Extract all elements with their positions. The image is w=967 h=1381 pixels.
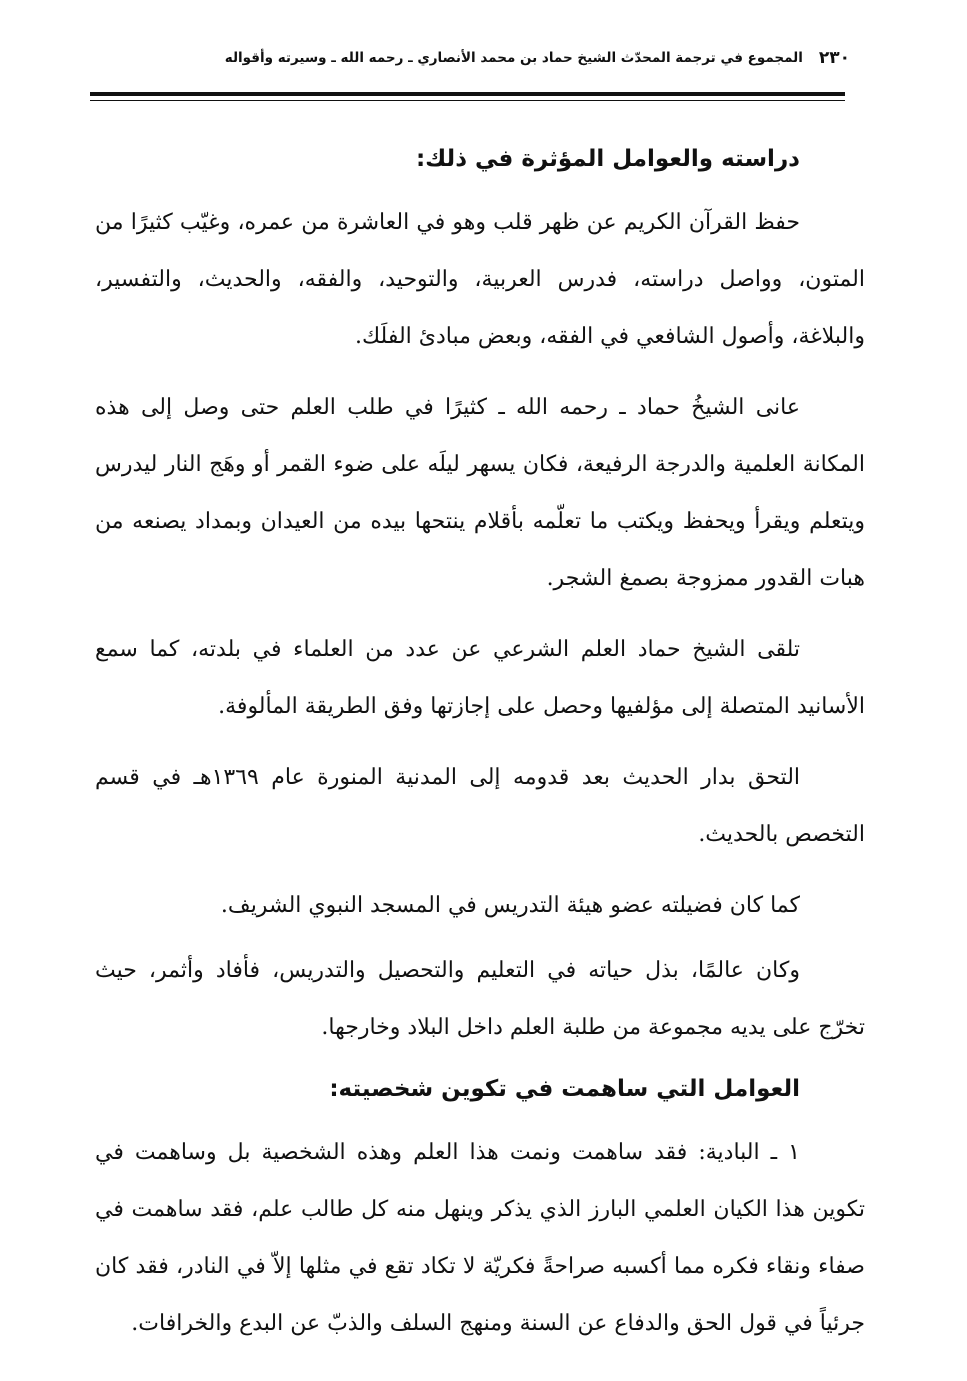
paragraph-quran-memorization: حفظ القرآن الكريم عن ظهر قلب وهو في العاشرة من عمره، وغيّب كثيرًا من المتون، وواصل دراسته، فدرس العربية، والتوحيد، والفقه، والحديث، والتفسير، والبلاغة، وأصول الشافعي في الفقه، وبعض مبادئ الفلَك. bbox=[95, 210, 865, 349]
running-header bbox=[175, 40, 850, 76]
running-header-title: المجموع في ترجمة المحدّث الشيخ حماد بن محمد الأنصاري ـ رحمه الله ـ وسيرته وأقواله bbox=[224, 50, 803, 66]
paragraph-scholar-teaching: وكان عالمًا، بذل حياته في التعليم والتحصيل والتدريس، فأفاد وأثمر، حيث تخرّج على يديه مجموعة من طلبة العلم داخل البلاد وخارجها. bbox=[95, 958, 865, 1040]
section-heading-studies: دراسته والعوامل المؤثرة في ذلك: bbox=[415, 146, 800, 172]
page-body bbox=[95, 128, 865, 1352]
paragraph-hardship-in-learning: عانى الشيخُ حماد ـ رحمه الله ـ كثيرًا في طلب العلم حتى وصل إلى هذه المكانة العلمية والدرجة الرفيعة، فكان يسهر ليلَه على ضوء القمر أو وهَج النار ليدرس ويتعلم ويقرأ ويحفظ ويكتب ما تعلّمه بأقلام ينتحها بيده من العيدان وبمداد يصنعه من هبات القدور ممزوجة بصمغ الشجر. bbox=[95, 395, 865, 591]
section-heading-factors: العوامل التي ساهمت في تكوين شخصيته: bbox=[329, 1076, 800, 1102]
header-rule-thick bbox=[90, 92, 845, 96]
paragraph-prophet-mosque-faculty: كما كان فضيلته عضو هيئة التدريس في المسجد النبوي الشريف. bbox=[220, 893, 800, 918]
paragraph-teachers: تلقى الشيخ حماد العلم الشرعي عن عدد من العلماء في بلدته، كما سمع الأسانيد المتصلة إلى مؤلفيها وحصل على إجازتها وفق الطريقة المألوفة. bbox=[95, 637, 865, 719]
page-number: ٢٣٠ bbox=[818, 48, 850, 68]
paragraph-dar-al-hadith: التحق بدار الحديث بعد قدومه إلى المدنية المنورة عام ١٣٦٩هـ في قسم التخصص بالحديث. bbox=[95, 765, 865, 847]
paragraph-desert-factor: ١ ـ البادية: فقد ساهمت ونمت هذا العلم وهذه الشخصية بل وساهمت في تكوين هذا الكيان العلمي البارز الذي يذكر وينهل منه كل طالب علم، فقد ساهمت في صفاء ونقاء فكره مما أكسبه صراحةً فكريّة لا تكاد تقع في مثلها إلاّ في النادر، فقد كان جرئياً في قول الحق والدفاع عن السنة ومنهج السلف والذبّ عن البدع والخرافات. bbox=[95, 1140, 865, 1336]
header-rule-thin bbox=[90, 100, 845, 101]
